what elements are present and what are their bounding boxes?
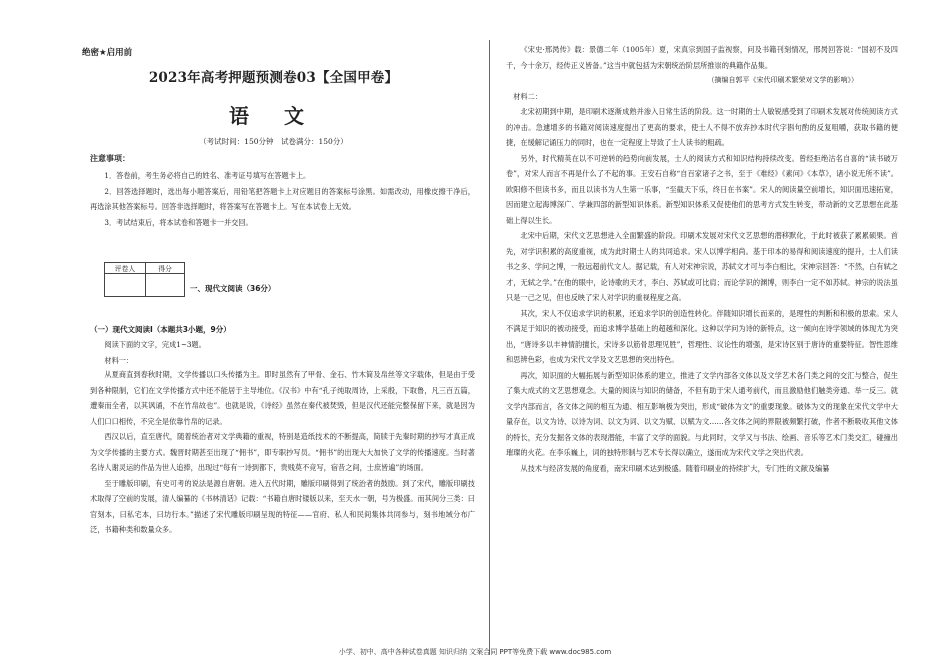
paragraph: 再次，知识面的大幅拓展与新型知识体系的建立，推进了文学内部各文体以及文学艺术各门类之间的交汇与整合，促生了集大成式的文艺思想观念。大量的阅读与知识的储备，不但有助于宋人通考前代，而且激励他们触类旁通、举一反三。就文学内部而言，各文体之间的相互为通、相互影响极为突出，形成“破体为文”的重要现象。破体为文的现象在宋代文学中大量存在，以文为诗、以诗为词、以文为词、以文为赋、以赋为文……各文体之间的界限被频繁打破，作者不断吸收其他文体的特长，充分发掘各文体的表现潜能，丰富了文学的面貌。与此同时，文学又与书法、绘画、音乐等艺术门类交汇，碰撞出璀璨的火花。在李乐巍上，词的独特形制与艺术专长得以确立，遂而成为宋代文学之突出代表。	[506, 370, 898, 457]
paragraph: 从技术与经济发展的角度看，南宋印刷术达到极盛。随着印刷业的持续扩大，专门性的文献及编纂	[520, 463, 830, 473]
paragraph: 西汉以后，直至唐代，随着统治者对文学典籍的重视，特别是造纸技术的不断提高，简牍于先秦时期的抄写才真正成为文学传播的主要方式。魏晋时期甚至出现了“佣书”，即专职抄写员。“佣书”的出现大大加快了文学的传播速度。当时著名诗人谢灵运的作品为世人追捧，出现过“每有一诗到都下，贵贱莫不竞写，宿昔之间，士庶皆遍”的场面。	[90, 432, 475, 472]
paragraph: 其次，宋人不仅追求学识的积累，还追求学识的创造性转化。伴随知识增长而来的，是理性的判断和积极的思索。宋人不满足于知识的被动接受，而追求博学基础上的超越和深化。这种以学问为诗的新特点，这一倾向在诗学领域的体现尤为突出，“唐诗多以丰神情韵擅长，宋诗多以筋骨思理见胜”，哲理性、议论性的增强，是宋诗区别于唐诗的重要特征。智性思维和思辨色彩，也成为宋代文学及文艺思想的突出特色。	[506, 308, 898, 364]
score-table-header-score: 得分	[146, 263, 185, 274]
paragraph: 北宋初期到中期，是印刷术逐渐成熟并渗入日常生活的阶段。这一时期的士人敏锐感受到了印刷术发展对传统阅读方式的冲击。急遽增多的书籍对阅读速度提出了更高的要求，使士人不得不放弃抄本时代字斟句酌的反复咀嚼，获取书籍的便捷，在缓解记诵压力的同时，也在一定程度上导致了士人读书的粗疏。	[506, 107, 898, 147]
notice-list	[90, 168, 475, 230]
section-heading: 一、现代文阅读（36分）	[190, 284, 276, 293]
notice-item: 1．答卷前，考生务必将自己的姓名、准考证号填写在答题卡上。	[104, 171, 311, 180]
notice-heading: 注意事项：	[90, 154, 130, 163]
paragraph: 北宋中后期，宋代文艺思想进入全面繁盛的阶段。印刷术发展对宋代文艺思想的潜移默化，于此时被获了累累硕果。首先，对学识积累的高度重视，成为此时期士人的共同追求。宋人以博学相尚。基于印本的易得和阅读速度的提升，士人们读书之多、学问之博，一般远超前代文人。据记载，有人对宋神宗说，苏轼文才可与李白相比，宋神宗回答：“不然，白有轼之才，无轼之学。”在他的眼中，论诗歌的天才，李白、苏轼或可比肩；而论学识的渊博，则李白一定不如苏轼。神宗的说法虽只是一己之见，但也反映了宋人对学识的重视程度之高。	[506, 231, 898, 302]
reading-instruction: 阅读下面的文字，完成1~3题。	[104, 340, 206, 349]
right-column-text	[506, 42, 898, 476]
left-column-text	[90, 367, 475, 538]
material-label: 材料二：	[513, 91, 542, 101]
exam-time-info: （考试时间：150分钟 试卷满分：150分）	[199, 137, 348, 146]
notice-item: 3．考试结束后，将本试卷和答题卡一并交回。	[104, 217, 253, 227]
notice-item: 2．回答选择题时，选出每小题答案后，用铅笔把答题卡上对应题目的答案标号涂黑。如需改动，用橡皮擦干净后，再选涂其他答案标号。回答非选择题时，将答案写在答题卡上。写在本试卷上无效。	[90, 186, 475, 211]
material-label: 材料一：	[104, 355, 134, 365]
column-divider	[489, 40, 490, 655]
paragraph: 《宋史·邢昺传》载：景德二年（1005年）夏，宋真宗到国子监视察，问及书籍刊刻情况，邢昺回答说：“国初不及四千，今十余万，经传正义皆备。”这当中就包括为宋朝统治阶层所推崇的典籍作品集。	[506, 45, 898, 70]
score-table-cell	[105, 274, 146, 297]
paragraph: 另外，时代精英在以不可逆转的趋势向前发展，士人的阅读方式和知识结构持续改变。曾经拒绝沽名自喜的“读书破万卷”，对宋人而言不再是什么了不起的事。王安石自称“自百家诸子之书，至于《难经》《素问》《本草》，诸小说无所不读”。欧阳修不但读书多，而且以读书为人生第一乐事，“至截天下乐，终日在书案”。宋人的阅读量空前增长，知识面迅速拓宽，因而建立起海博深广、学兼四部的新型知识体系。新型知识体系又促使他们的思考方式发生转变，带动新的文艺思想在此基础上得以生长。	[506, 153, 898, 225]
reading-instruction-block	[90, 337, 475, 368]
source-attribution: （摘编自郭平《宋代印刷术繁荣对文学的影响》）	[707, 76, 858, 84]
subject-title: 语 文	[229, 104, 318, 128]
paragraph: 从夏商直到春秋时期，文学传播以口头传播为主。即时虽然有了甲骨、金石、竹木简及帛丝等文字载体，但是由于受到各种限制，它们在文学传播方式中还不能居于主导地位。《汉书》中有“孔子纯取周诗，上采殷，下取鲁，凡三百五篇，遭秦而全者，以其讽诵，不在竹帛故也”。也就是说，《诗经》虽然在秦代被焚毁，但是汉代还能完整保留下来，就是因为人们口口相传，不完全是依靠竹帛的记录。	[90, 370, 475, 426]
score-table	[104, 262, 185, 297]
subsection-heading: （一）现代文阅读Ⅰ（本题共3小题，9分）	[90, 325, 231, 334]
score-table-header-grader: 评卷人	[105, 263, 146, 274]
score-table-cell	[146, 274, 185, 297]
page-footer: 小学、初中、高中各种试卷真题 知识归纳 文案合同 PPT等免费下载 www.doc985.com	[338, 648, 612, 656]
exam-title: 2023年高考押题预测卷03【全国甲卷】	[148, 70, 399, 86]
confidential-mark: 绝密★启用前	[82, 48, 133, 58]
paragraph: 至于雕版印刷，有史可考的说法是源自唐朝。进入五代时期，雕版印刷得到了统治者的鼓励。到了宋代，雕版印刷技术取得了空前的发展，清人编纂的《书林清话》记载：“书籍自唐时镂版以来，至天水一朝，号为极盛。而其间分三类：曰官刻本，曰私宅本，曰坊行本。”描述了宋代雕版印刷呈现的特征——官府、私人和民间集体共同参与，刻书地域分布广泛，书籍种类和数量众多。	[90, 478, 475, 534]
